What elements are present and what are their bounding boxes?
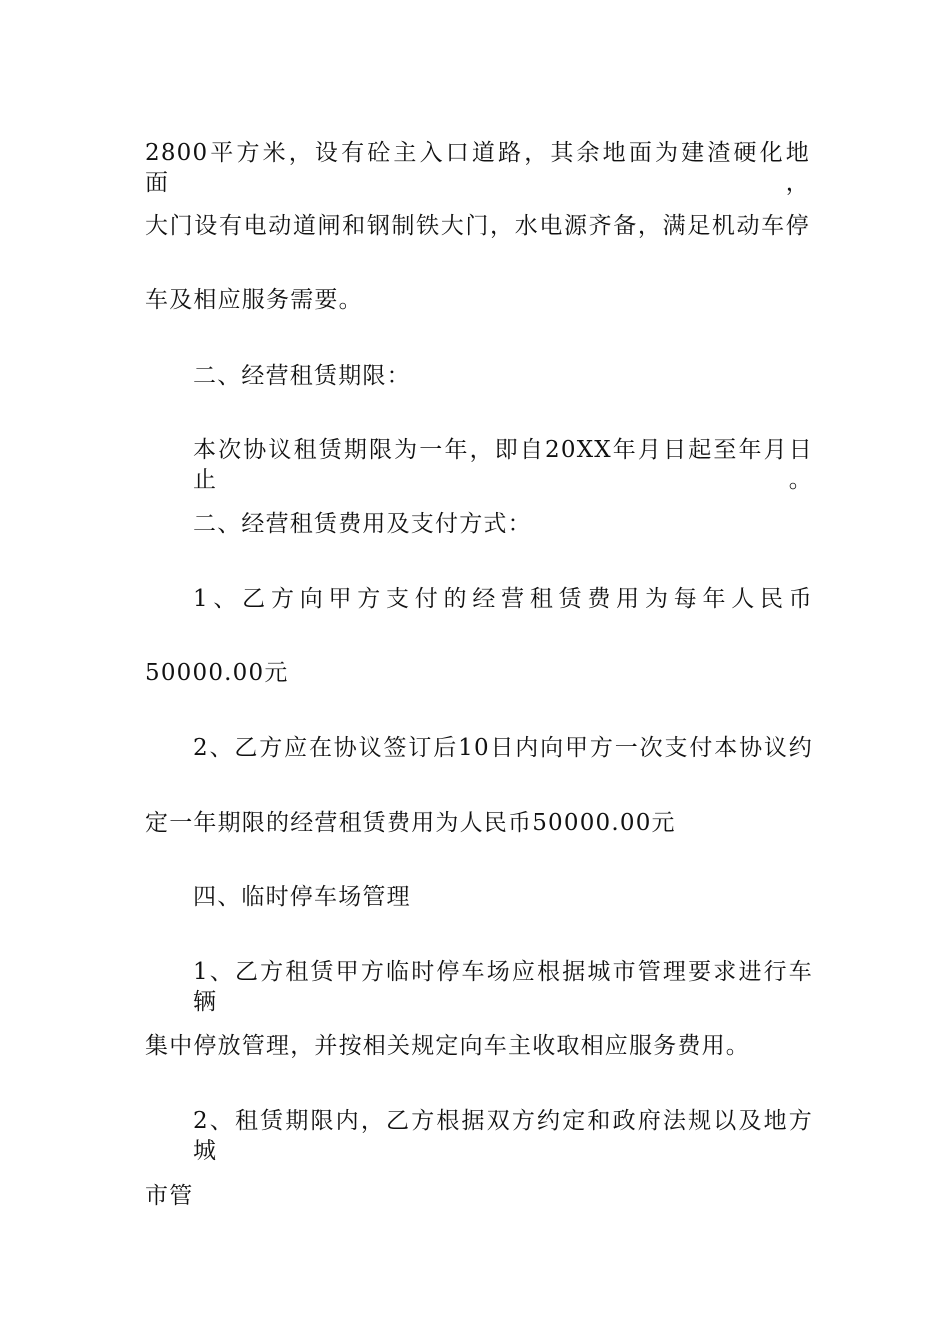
text-line: 2、租赁期限内，乙方根据双方约定和政府法规以及地方城 (193, 1108, 813, 1164)
text-line: 1、乙方向甲方支付的经营租赁费用为每年人民币 (193, 586, 813, 612)
section-heading: 二、经营租赁期限： (193, 363, 411, 389)
text-line: 1、乙方租赁甲方临时停车场应根据城市管理要求进行车辆 (193, 959, 813, 1015)
text-line: 集中停放管理，并按相关规定向车主收取相应服务费用。 (145, 1033, 750, 1059)
section-heading: 二、经营租赁费用及支付方式： (193, 511, 532, 537)
text-line: 市管 (145, 1183, 194, 1209)
text-line: 50000.00元 (145, 660, 289, 686)
section-heading: 四、临时停车场管理 (193, 884, 411, 910)
text-line: 车及相应服务需要。 (145, 287, 363, 313)
text-line: 大门设有电动道闸和钢制铁大门，水电源齐备，满足机动车停 (145, 213, 810, 239)
text-line: 本次协议租赁期限为一年，即自20XX年月日起至年月日止。 (193, 437, 813, 493)
text-line: 2、乙方应在协议签订后10日内向甲方一次支付本协议约 (193, 735, 813, 761)
text-line: 定一年期限的经营租赁费用为人民币50000.00元 (145, 810, 676, 836)
text-line: 2800平方米，设有砼主入口道路，其余地面为建渣硬化地面， (145, 140, 810, 196)
